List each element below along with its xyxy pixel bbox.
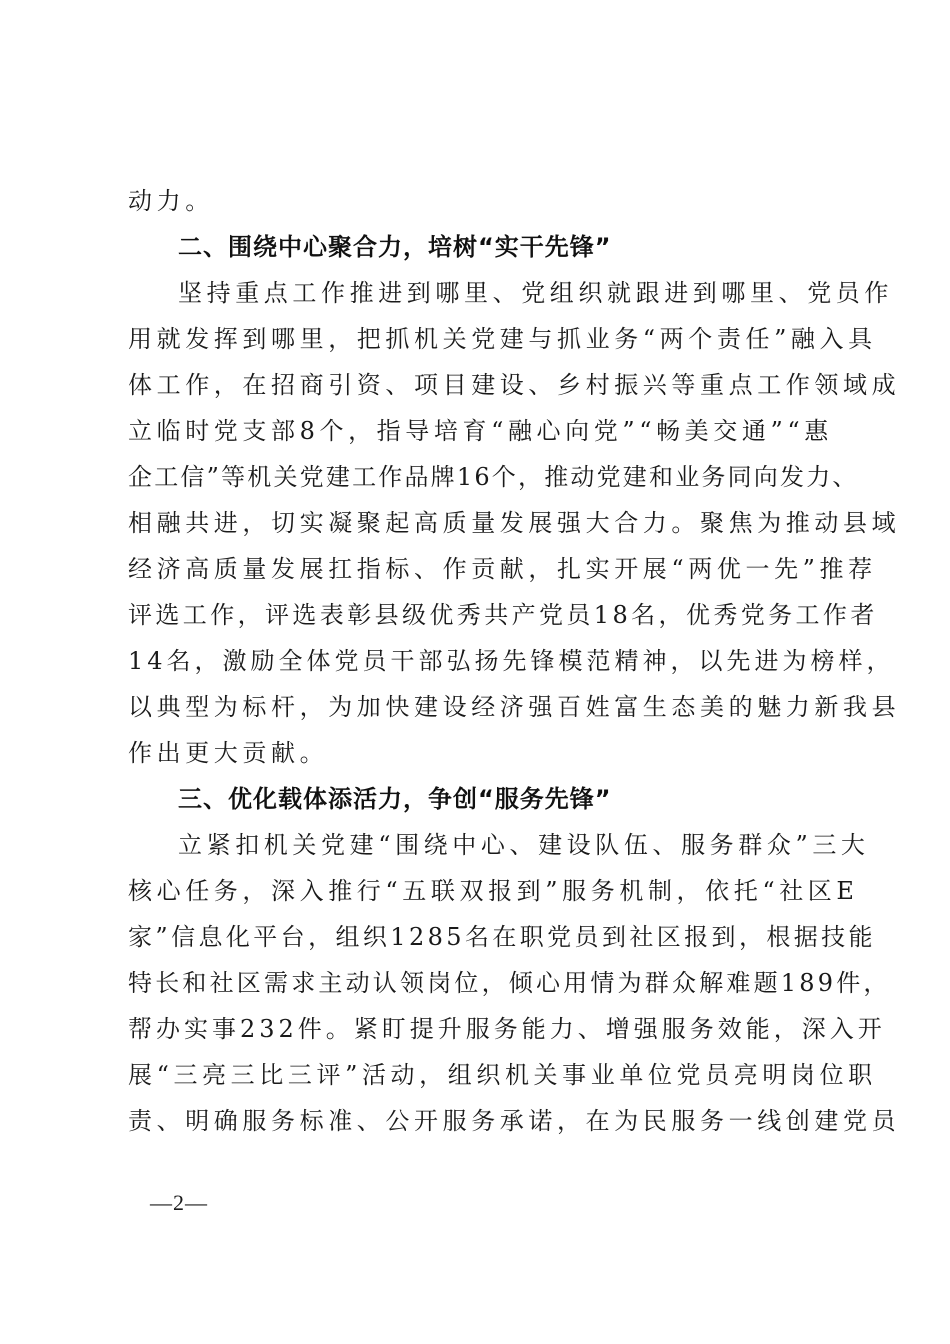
body-line: 展“三亮三比三评”活动，组织机关事业单位党员亮明岗位职 xyxy=(128,1061,877,1089)
body-line: 体工作，在招商引资、项目建设、乡村振兴等重点工作领域成 xyxy=(128,371,901,399)
body-line: 帮办实事232件。紧盯提升服务能力、增强服务效能，深入开 xyxy=(128,1015,886,1043)
body-line: 责、明确服务标准、公开服务承诺，在为民服务一线创建党员 xyxy=(128,1107,901,1135)
body-line: 以典型为标杆，为加快建设经济强百姓富生态美的魅力新我县 xyxy=(128,693,901,721)
body-line: 家”信息化平台，组织1285名在职党员到社区报到，根据技能 xyxy=(128,923,876,951)
body-line: 企工信”等机关党建工作品牌16个，推动党建和业务同向发力、 xyxy=(128,463,859,491)
page-number: —2— xyxy=(150,1190,208,1215)
body-line: 核心任务，深入推行“五联双报到”服务机制，依托“社区E xyxy=(128,877,859,905)
body-line: 评选工作，评选表彰县级优秀共产党员18名，优秀党务工作者 xyxy=(128,601,878,629)
paragraph-first-line: 坚持重点工作推进到哪里、党组织就跟进到哪里、党员作 xyxy=(178,279,893,307)
body-line: 特长和社区需求主动认领岗位，倾心用情为群众解难题189件， xyxy=(128,969,891,997)
body-line: 立临时党支部8个，指导培育“融心向党”“畅美交通”“惠 xyxy=(128,417,833,445)
section-heading-2: 二、围绕中心聚合力，培树“实干先锋” xyxy=(178,233,612,261)
body-line: 经济高质量发展扛指标、作贡献，扎实开展“两优一先”推荐 xyxy=(128,555,877,583)
body-line: 动力。 xyxy=(128,187,214,215)
body-line: 用就发挥到哪里，把抓机关党建与抓业务“两个责任”融入具 xyxy=(128,325,877,353)
body-line: 相融共进，切实凝聚起高质量发展强大合力。聚焦为推动县域 xyxy=(128,509,901,537)
paragraph-first-line: 立紧扣机关党建“围绕中心、建设队伍、服务群众”三大 xyxy=(178,831,870,859)
body-line: 作出更大贡献。 xyxy=(128,739,329,767)
section-heading-3: 三、优化载体添活力，争创“服务先锋” xyxy=(178,785,612,813)
body-line: 14名，激励全体党员干部弘扬先锋模范精神，以先进为榜样， xyxy=(128,647,895,675)
